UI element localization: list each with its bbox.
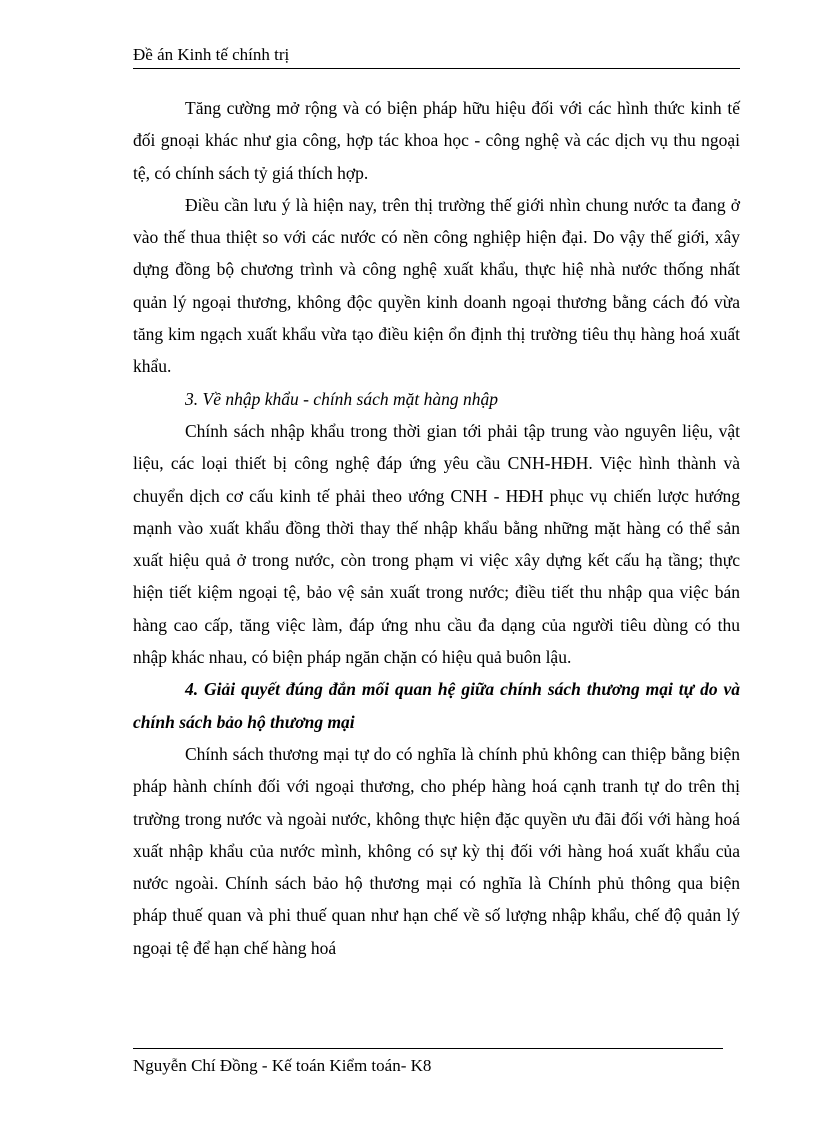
paragraph-1: Tăng cường mở rộng và có biện pháp hữu hiệu đối với các hình thức kinh tế đối gnoại khác như gia công, hợp tác khoa học - công nghệ và các dịch vụ thu ngoại tệ, có chính sách tỷ giá thích hợp. bbox=[133, 98, 740, 183]
footer-author: Nguyễn Chí Đồng - Kế toán Kiểm toán- K8 bbox=[133, 1056, 432, 1075]
section-4-heading: 4. Giải quyết đúng đắn mối quan hệ giữa chính sách thương mại tự do và chính sách bảo hộ thương mại bbox=[133, 679, 740, 732]
page-header bbox=[133, 44, 740, 69]
page-footer bbox=[133, 1048, 723, 1077]
section-4-paragraph: Chính sách thương mại tự do có nghĩa là chính phủ không can thiệp bằng biện pháp hành chính đối với ngoại thương, cho phép hàng hoá cạnh tranh tự do trên thị trường trong nước và ngoài nước, không thực hiện đặc quyền ưu đãi đối với hàng hoá xuất nhập khẩu của nước mình, không có sự kỳ thị đối với hàng hoá xuất khẩu của nước ngoài. Chính sách bảo hộ thương mại có nghĩa là Chính phủ thông qua biện pháp thuế quan và phi thuế quan như hạn chế về số lượng nhập khẩu, chế độ quản lý ngoại tệ để hạn chế hàng hoá bbox=[133, 743, 740, 958]
section-3-heading: 3. Về nhập khẩu - chính sách mặt hàng nhập bbox=[185, 388, 499, 409]
section-3-paragraph: Chính sách nhập khẩu trong thời gian tới phải tập trung vào nguyên liệu, vật liệu, các loại thiết bị công nghệ đáp ứng yêu cầu CNH-HĐH. Việc hình thành và chuyển dịch cơ cấu kinh tế phải theo ướng CNH - HĐH phục vụ chiến lược hướng mạnh vào xuất khẩu đồng thời thay thế nhập khẩu bằng những mặt hàng có thể sản xuất hiệu quả ở trong nước, còn trong phạm vi việc xây dựng kết cấu hạ tầng; thực hiện tiết kiệm ngoại tệ, bảo vệ sản xuất trong nước; điều tiết thu nhập qua việc bán hàng cao cấp, tăng việc làm, đáp ứng nhu cầu đa dạng của người tiêu dùng có thu nhập khác nhau, có biện pháp ngăn chặn có hiệu quả buôn lậu. bbox=[133, 420, 740, 668]
footer-divider bbox=[133, 1048, 723, 1049]
paragraph-2: Điều cần lưu ý là hiện nay, trên thị trường thế giới nhìn chung nước ta đang ở vào thế thua thiệt so với các nước có nền công nghiệp hiện đại. Do vậy thế giới, xây dựng đồng bộ chương trình và công nghệ xuất khẩu, thực hiệ nhà nước thống nhất quản lý ngoại thương, không độc quyền kinh doanh ngoại thương bằng cách đó vừa tăng kim ngạch xuất khẩu vừa tạo điều kiện ổn định thị trường tiêu thụ hàng hoá xuất khẩu. bbox=[133, 194, 740, 377]
header-divider bbox=[133, 68, 740, 69]
document-body bbox=[133, 92, 740, 964]
header-title: Đề án Kinh tế chính trị bbox=[133, 45, 290, 64]
